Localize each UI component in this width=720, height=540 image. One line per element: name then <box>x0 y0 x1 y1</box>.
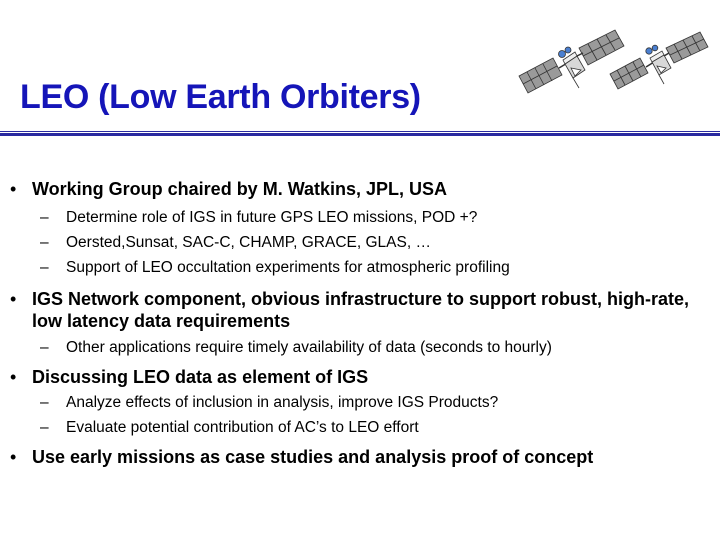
dash-marker: – <box>40 339 49 356</box>
sub-bullet-determine-role <box>40 208 477 228</box>
bullet-text: Discussing LEO data as element of IGS <box>32 367 369 387</box>
sub-bullet-evaluate-contribution <box>40 418 419 438</box>
bullet-text: IGS Network component, obvious infrastructure to support robust, high-rate, low latency data requirements <box>32 289 690 331</box>
dash-marker: – <box>40 394 49 411</box>
sub-bullet-occultation <box>40 258 510 278</box>
bullet-working-group <box>10 178 712 200</box>
bullet-marker: • <box>10 289 17 309</box>
bullet-text: Working Group chaired by M. Watkins, JPL, USA <box>32 179 448 199</box>
title-divider-thin <box>0 131 720 132</box>
dash-marker: – <box>40 259 49 276</box>
bullet-text: Use early missions as case studies and analysis proof of concept <box>32 447 594 467</box>
sub-bullet-other-applications <box>40 338 552 358</box>
satellite-illustration-right <box>608 20 712 102</box>
bullet-marker: • <box>10 447 17 467</box>
bullet-discussing-leo <box>10 366 712 388</box>
title-divider-thick <box>0 133 720 136</box>
sub-bullet-missions <box>40 233 431 253</box>
bullet-marker: • <box>10 179 17 199</box>
bullet-marker: • <box>10 367 17 387</box>
sub-bullet-text: Evaluate potential contribution of AC’s to LEO effort <box>66 419 419 436</box>
sub-bullet-text: Other applications require timely availability of data (seconds to hourly) <box>66 339 552 356</box>
sub-bullet-text: Analyze effects of inclusion in analysis, improve IGS Products? <box>66 394 499 411</box>
sub-bullet-text: Support of LEO occultation experiments for atmospheric profiling <box>66 259 510 276</box>
slide-title: LEO (Low Earth Orbiters) <box>20 78 421 116</box>
sub-bullet-text: Determine role of IGS in future GPS LEO missions, POD +? <box>66 209 478 226</box>
dash-marker: – <box>40 209 49 226</box>
dash-marker: – <box>40 419 49 436</box>
sub-bullet-analyze-effects <box>40 393 498 413</box>
bullet-network-component <box>10 288 712 332</box>
sub-bullet-text: Oersted,Sunsat, SAC-C, CHAMP, GRACE, GLAS, … <box>66 234 431 251</box>
dash-marker: – <box>40 234 49 251</box>
bullet-early-missions <box>10 446 712 468</box>
